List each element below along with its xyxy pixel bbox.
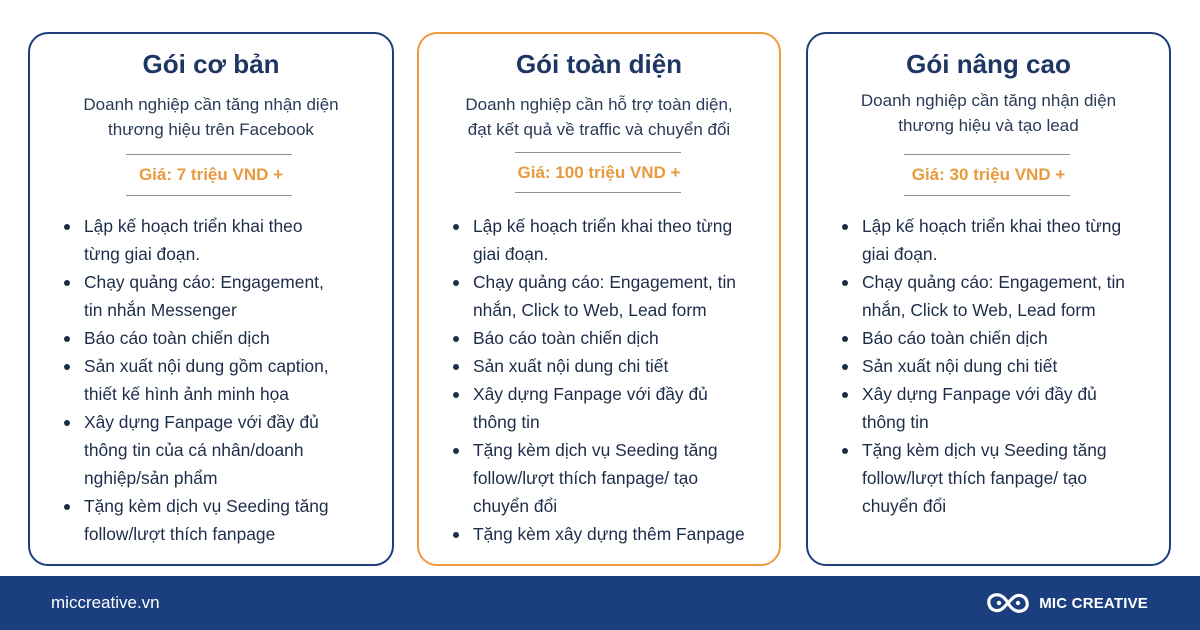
feature-item — [443, 212, 771, 268]
brand — [987, 589, 1148, 617]
feature-item-line: Tặng kèm dịch vụ Seeding tăng — [862, 440, 1107, 460]
feature-item — [54, 212, 382, 268]
card-description-line: Doanh nghiệp cần hỗ trợ toàn diện, — [465, 95, 733, 114]
footer-bar — [0, 576, 1200, 630]
card-description-line: thương hiệu và tạo lead — [898, 116, 1079, 135]
pricing-card-basic — [28, 32, 394, 566]
feature-item-line: tin nhắn Messenger — [84, 300, 237, 320]
feature-item-line: Lập kế hoạch triển khai theo từng — [862, 216, 1122, 236]
feature-item — [54, 324, 382, 352]
feature-item-line: Sản xuất nội dung chi tiết — [473, 356, 669, 376]
feature-item — [832, 268, 1161, 324]
divider — [126, 154, 292, 155]
card-title: Gói toàn diện — [515, 49, 683, 79]
feature-item — [832, 436, 1161, 520]
mic-creative-logo-icon — [987, 589, 1029, 617]
divider — [515, 192, 681, 193]
divider — [904, 154, 1070, 155]
feature-item-line: Báo cáo toàn chiến dịch — [862, 328, 1048, 348]
feature-item-line: Báo cáo toàn chiến dịch — [473, 328, 659, 348]
feature-item-line: nhắn, Click to Web, Lead form — [473, 300, 707, 320]
feature-item-line: từng giai đoạn. — [84, 244, 201, 264]
feature-item-line: giai đoạn. — [862, 244, 938, 264]
feature-item-line: Tặng kèm dịch vụ Seeding tăng — [84, 496, 329, 516]
feature-item-line: nghiệp/sản phẩm — [84, 468, 218, 488]
feature-item — [54, 492, 382, 548]
feature-list — [54, 212, 382, 548]
feature-item-line: thông tin — [862, 412, 929, 432]
feature-item-line: follow/lượt thích fanpage — [84, 524, 276, 544]
divider — [515, 152, 681, 153]
divider — [126, 195, 292, 196]
feature-item-line: chuyển đổi — [862, 496, 947, 516]
feature-item-line: thiết kế hình ảnh minh họa — [84, 384, 289, 404]
price-label: Giá: 7 triệu VND + — [138, 165, 284, 184]
feature-item — [54, 408, 382, 492]
feature-item-line: nhắn, Click to Web, Lead form — [862, 300, 1096, 320]
feature-item — [54, 352, 382, 408]
feature-item-line: Chạy quảng cáo: Engagement, tin — [473, 272, 736, 292]
feature-item-line: Lập kế hoạch triển khai theo — [84, 216, 303, 236]
feature-item — [443, 436, 771, 520]
feature-item — [443, 380, 771, 436]
feature-item-line: Tặng kèm xây dựng thêm Fanpage — [473, 524, 745, 544]
card-description-line: thương hiệu trên Facebook — [108, 120, 314, 139]
pricing-card-advanced — [806, 32, 1171, 566]
feature-list — [832, 212, 1161, 520]
card-description-line: Doanh nghiệp cần tăng nhận diện — [83, 95, 339, 114]
feature-list — [443, 212, 771, 548]
price-label: Giá: 100 triệu VND + — [517, 163, 681, 182]
card-title: Gói cơ bản — [142, 49, 280, 79]
website-link[interactable]: miccreative.vn — [51, 593, 160, 612]
feature-item-line: Sản xuất nội dung chi tiết — [862, 356, 1058, 376]
feature-item-line: Chạy quảng cáo: Engagement, tin — [862, 272, 1125, 292]
brand-name: MIC CREATIVE — [1039, 594, 1148, 612]
feature-item-line: Lập kế hoạch triển khai theo từng — [473, 216, 733, 236]
feature-item-line: Xây dựng Fanpage với đầy đủ — [84, 412, 319, 432]
feature-item-line: Sản xuất nội dung gồm caption, — [84, 356, 329, 376]
feature-item-line: follow/lượt thích fanpage/ tạo — [862, 468, 1088, 488]
feature-item — [54, 268, 382, 324]
feature-item-line: Chạy quảng cáo: Engagement, — [84, 272, 324, 292]
feature-item — [443, 268, 771, 324]
feature-item — [443, 520, 771, 548]
feature-item — [832, 324, 1161, 352]
feature-item — [832, 380, 1161, 436]
feature-item-line: follow/lượt thích fanpage/ tạo — [473, 468, 699, 488]
pricing-card-comprehensive — [417, 32, 781, 566]
feature-item — [443, 352, 771, 380]
feature-item — [832, 212, 1161, 268]
card-description — [44, 92, 378, 142]
card-title: Gói nâng cao — [906, 49, 1071, 79]
feature-item-line: Tặng kèm dịch vụ Seeding tăng — [473, 440, 718, 460]
feature-item-line: Xây dựng Fanpage với đầy đủ — [473, 384, 708, 404]
feature-item-line: giai đoạn. — [473, 244, 549, 264]
feature-item-line: thông tin của cá nhân/doanh — [84, 440, 304, 460]
card-description — [433, 92, 765, 142]
card-description-line: Doanh nghiệp cần tăng nhận diện — [860, 91, 1117, 110]
feature-item-line: Xây dựng Fanpage với đầy đủ — [862, 384, 1097, 404]
feature-item-line: thông tin — [473, 412, 540, 432]
feature-item-line: Báo cáo toàn chiến dịch — [84, 328, 270, 348]
card-description-line: đạt kết quả về traffic và chuyển đổi — [467, 120, 731, 139]
divider — [904, 195, 1070, 196]
feature-item — [832, 352, 1161, 380]
feature-item-line: chuyển đổi — [473, 496, 558, 516]
feature-item — [443, 324, 771, 352]
card-description — [822, 88, 1155, 138]
price-label: Giá: 30 triệu VND + — [911, 165, 1066, 184]
